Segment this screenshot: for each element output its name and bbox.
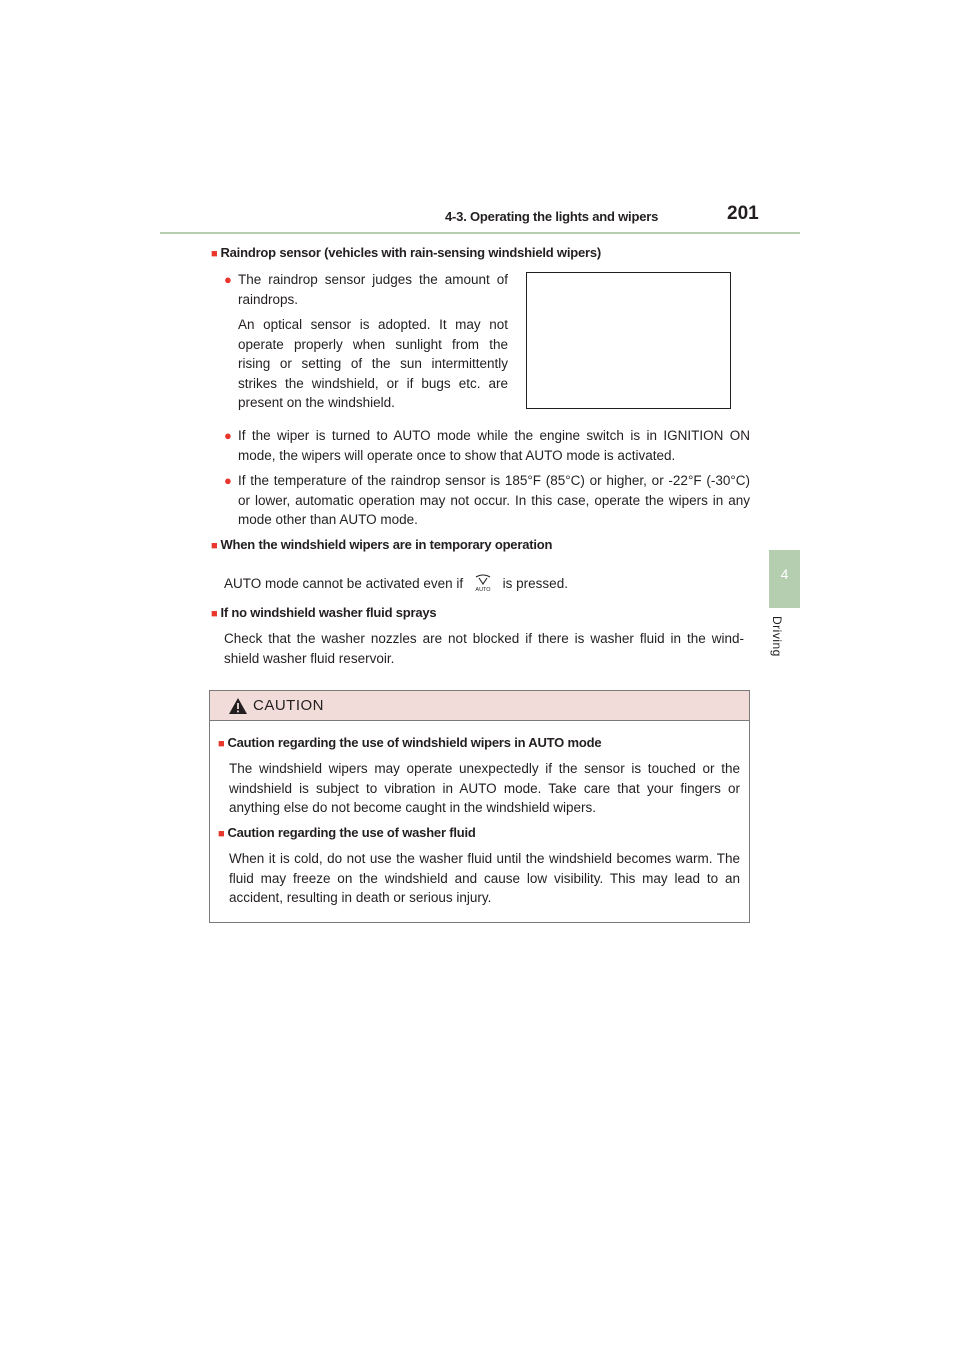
caution-header (210, 691, 749, 721)
square-bullet-icon: ■ (218, 738, 225, 750)
caution-title: CAUTION (253, 697, 324, 714)
caution-heading-1: ■ Caution regarding the use of windshield wipers in AUTO mode (218, 735, 602, 750)
caution-heading-2: ■ Caution regarding the use of washer fluid (218, 825, 476, 840)
chapter-number: 4 (780, 566, 789, 582)
caution-box (209, 690, 750, 923)
temporary-text: AUTO mode cannot be activated even if AUTO is pressed. (224, 576, 568, 592)
auto-wiper-icon (471, 574, 495, 592)
square-bullet-icon: ■ (211, 248, 218, 260)
raindrop-bullet-3: ● If the temperature of the raindrop sensor is 185°F (85°C) or higher, or -22°F (-30°C) or lower, automatic operation may not occur. In this case, operate the wipers in any mode other than AUTO mode. (224, 473, 750, 527)
chapter-label: Driving (770, 616, 784, 657)
square-bullet-icon: ■ (211, 608, 218, 620)
header-rule (160, 232, 800, 234)
auto-icon-label: AUTO (475, 587, 491, 592)
square-bullet-icon: ■ (211, 540, 218, 552)
washer-text: Check that the washer nozzles are not blocked if there is washer fluid in the wind-shield washer fluid reservoir. (224, 631, 744, 666)
square-bullet-icon: ■ (218, 828, 225, 840)
caution-text-1: The windshield wipers may operate unexpectedly if the sensor is touched or the windshield is subject to vibration in AUTO mode. Take care that your fingers or anything else do not become caught in the windshield wipers. (229, 761, 740, 815)
round-bullet-icon: ● (224, 272, 232, 287)
temporary-heading: ■ When the windshield wipers are in temporary operation (211, 537, 553, 552)
round-bullet-icon: ● (224, 428, 232, 443)
raindrop-sensor-illustration (526, 272, 731, 409)
warning-triangle-icon (228, 697, 248, 715)
page-number: 201 (727, 203, 759, 224)
raindrop-heading: ■ Raindrop sensor (vehicles with rain-sensing windshield wipers) (211, 245, 602, 260)
raindrop-bullet-2: ● If the wiper is turned to AUTO mode while the engine switch is in IGNITION ON mode, the wipers will operate once to show that AUTO mode is activated. (224, 428, 750, 463)
raindrop-bullet-1: ● The raindrop sensor judges the amount of raindrops. (224, 272, 508, 307)
caution-text-2: When it is cold, do not use the washer fluid until the windshield becomes warm. The fluid may freeze on the windshield and cause low visibility. This may lead to an accident, resulting in death or serious injury. (229, 851, 740, 905)
raindrop-bullet-1-detail: An optical sensor is adopted. It may not operate properly when sunlight from the rising or setting of the sun intermittently strikes the windshield, or if bugs etc. are present on the windshield. (238, 317, 508, 410)
round-bullet-icon: ● (224, 473, 232, 488)
section-title: 4-3. Operating the lights and wipers (445, 209, 659, 224)
washer-heading: ■ If no windshield washer fluid sprays (211, 605, 437, 620)
